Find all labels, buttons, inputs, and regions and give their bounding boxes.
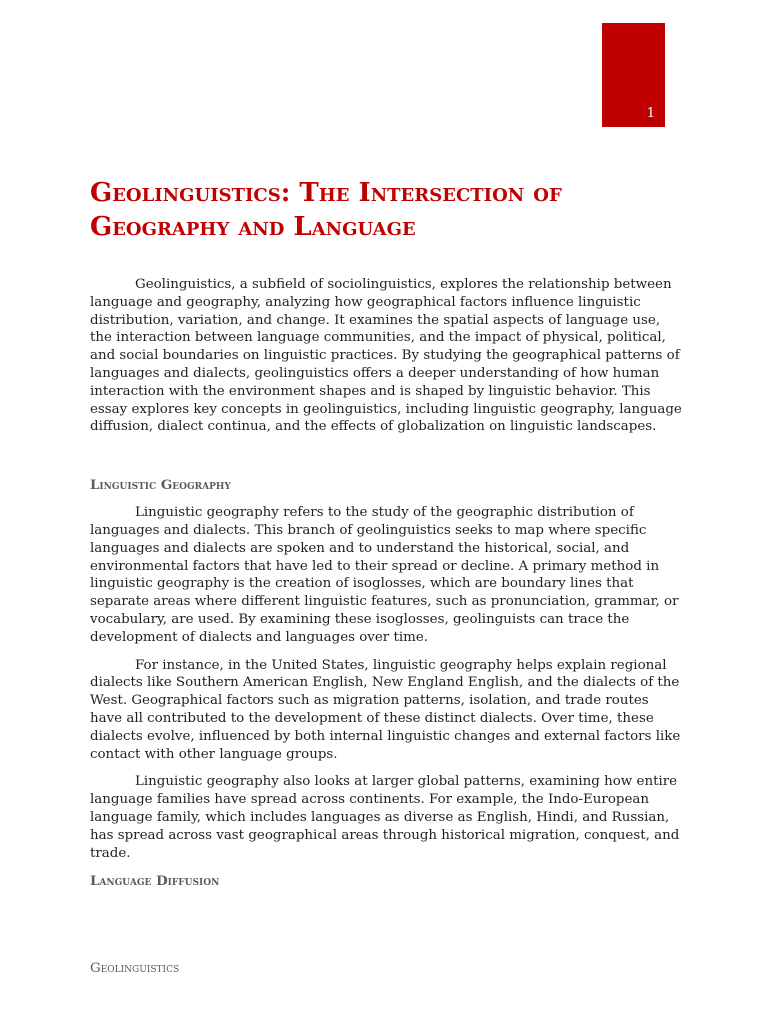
page-number: 1: [646, 106, 655, 121]
document-title: Geolinguistics: The Intersection of Geography and Language: [90, 178, 562, 242]
section-heading-linguistic-geography: Linguistic Geography: [90, 477, 231, 494]
section-heading-language-diffusion: Language Diffusion: [90, 873, 220, 890]
body-paragraph: For instance, in the United States, linguistic geography helps explain regional dialects like Southern American English, New England English, and the dialects of the West. Geographical factors such as migration patterns, isolation, and trade routes have all contributed to the development of these distinct dialects. Over time, these dialects evolve, influenced by both internal linguistic changes and external factors like contact with other language groups.: [90, 657, 681, 762]
document-body: [90, 276, 682, 890]
intro-paragraph: Geolinguistics, a subfield of sociolinguistics, explores the relationship between language and geography, analyzing how geographical factors influence linguistic distribution, variation, and change. It examines the spatial aspects of language use, the interaction between language communities, and the impact of physical, political, and social boundaries on linguistic practices. By studying the geographical patterns of languages and dialects, geolinguistics offers a deeper understanding of how human interaction with the environment shapes and is shaped by linguistic behavior. This essay explores key concepts in geolinguistics, including linguistic geography, language diffusion, dialect continua, and the effects of globalization on linguistic landscapes.: [90, 277, 682, 435]
page-footer: Geolinguistics: [90, 961, 180, 976]
body-paragraph: Linguistic geography refers to the study of the geographic distribution of languages and dialects. This branch of geolinguistics seeks to map where specific languages and dialects are spoken and to understand the historical, social, and environmental factors that have led to their spread or decline. A primary method in linguistic geography is the creation of isoglosses, which are boundary lines that separate areas where different linguistic features, such as pronunciation, grammar, or vocabulary, are used. By examining these isoglosses, geolinguists can trace the development of dialects and languages over time.: [90, 505, 679, 645]
body-paragraph: Linguistic geography also looks at larger global patterns, examining how entire language families have spread across continents. For example, the Indo-European language family, which includes languages as diverse as English, Hindi, and Russian, has spread across vast geographical areas through historical migration, conquest, and trade.: [90, 774, 680, 861]
page-number-box: [602, 23, 665, 127]
